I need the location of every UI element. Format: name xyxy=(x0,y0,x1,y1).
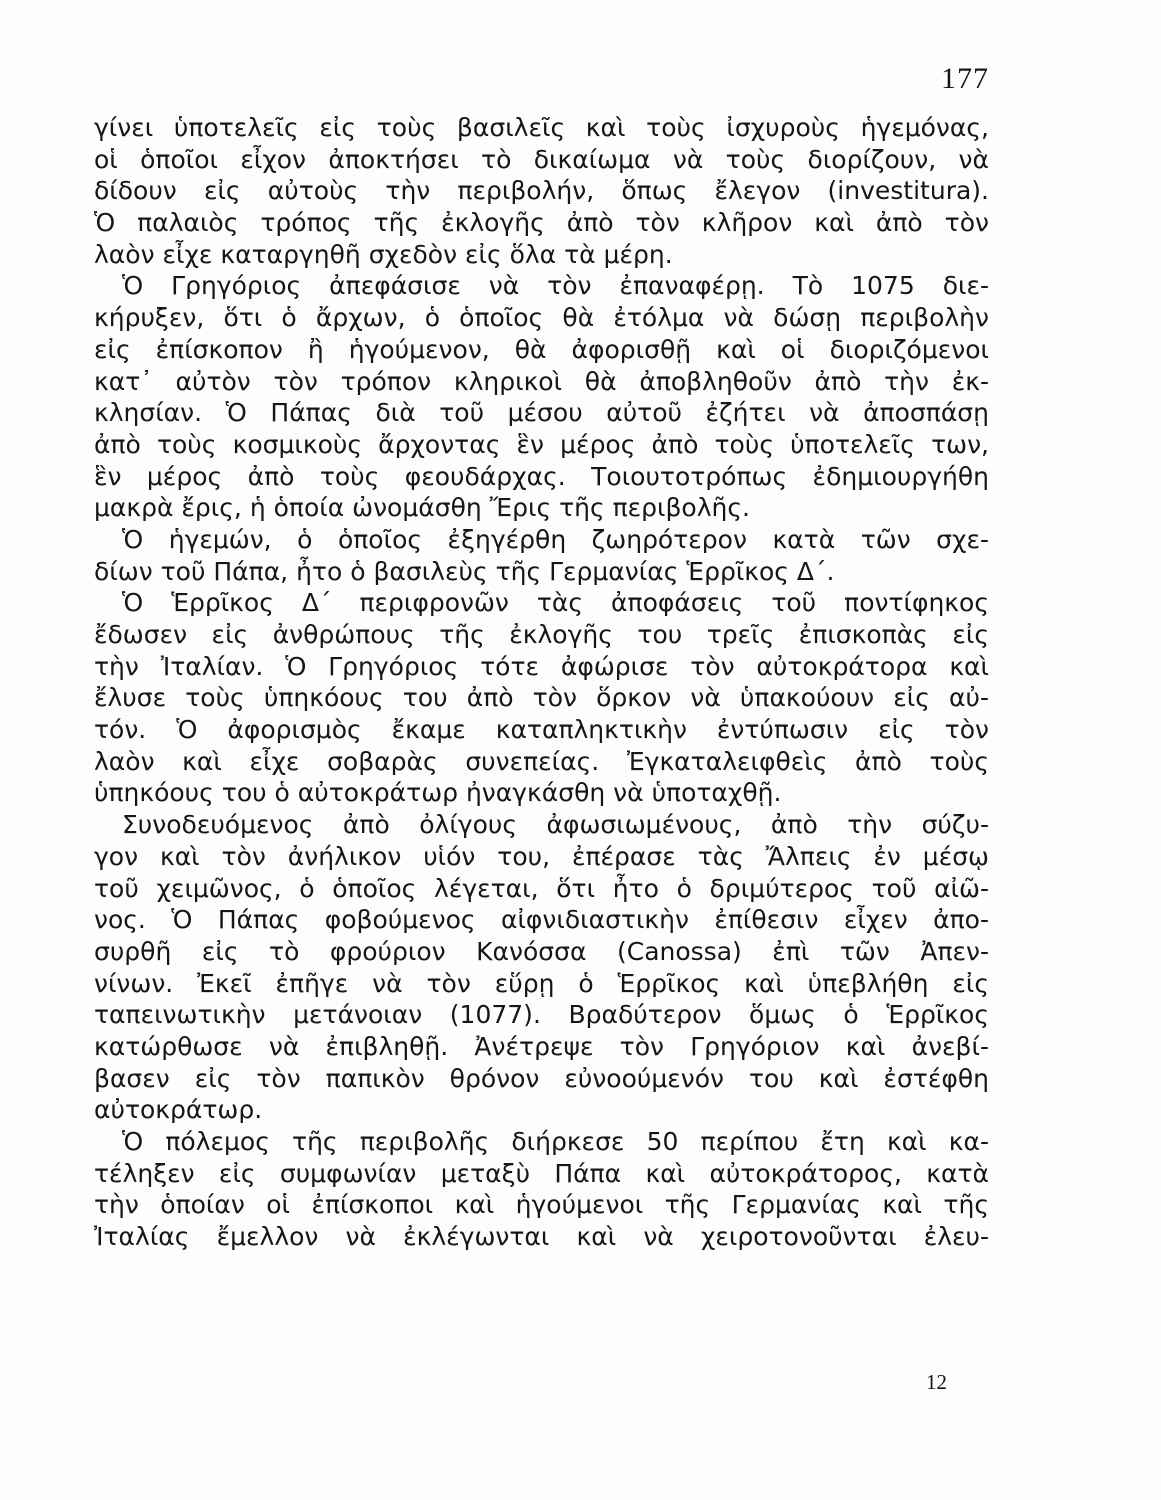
text-line: βασεν εἰς τὸν παπικὸν θρόνον εὐνοούμενόν του καὶ ἐστέφθη xyxy=(94,1063,989,1093)
text-line: δίδουν εἰς αὐτοὺς τὴν περιβολήν, ὅπως ἔλεγον (investitura). xyxy=(94,176,989,206)
text-line: μακρὰ ἔρις, ἡ ὁποία ὠνομάσθη Ἔρις τῆς περιβολῆς. xyxy=(94,493,750,523)
text-line: Συνοδευόμενος ἀπὸ ὀλίγους ἀφωσιωμένους, ἀπὸ τὴν σύζυ- xyxy=(122,810,989,840)
text-line: Ὁ ἡγεμών, ὁ ὁποῖος ἐξηγέρθη ζωηρότερον κατὰ τῶν σχε- xyxy=(122,524,989,554)
text-line: γίνει ὑποτελεῖς εἰς τοὺς βασιλεῖς καὶ τοὺς ἰσχυροὺς ἡγεμόνας, xyxy=(94,113,989,142)
text-line: Ὁ Ἑρρῖκος Δ΄ περιφρονῶν τὰς ἀποφάσεις τοῦ ποντίφηκος xyxy=(122,588,989,618)
text-line: νίνων. Ἐκεῖ ἐπῆγε νὰ τὸν εὕρῃ ὁ Ἑρρῖκος καὶ ὑπεβλήθη εἰς xyxy=(94,968,989,998)
text-line: ἔδωσεν εἰς ἀνθρώπους τῆς ἐκλογῆς του τρεῖς ἐπισκοπὰς εἰς xyxy=(94,620,989,649)
text-line: Ἰταλίας ἔμελλον νὰ ἐκλέγωνται καὶ νὰ χειροτονοῦνται ἐλευ- xyxy=(94,1222,989,1252)
text-line: λαὸν εἶχε καταργηθῆ σχεδὸν εἰς ὅλα τὰ μέρη. xyxy=(94,239,673,269)
text-line: λαὸν καὶ εἶχε σοβαρὰς συνεπείας. Ἐγκαταλειφθεὶς ἀπὸ τοὺς xyxy=(94,746,989,776)
text-line: συρθῆ εἰς τὸ φρούριον Κανόσσα (Canossa) ἐπὶ τῶν Ἀπεν- xyxy=(94,936,989,966)
text-line: ὑπηκόους του ὁ αὐτοκράτωρ ἠναγκάσθη νὰ ὑποταχθῇ. xyxy=(94,778,782,808)
text-line: κλησίαν. Ὁ Πάπας διὰ τοῦ μέσου αὐτοῦ ἐζήτει νὰ ἀποσπάσῃ xyxy=(94,398,989,428)
page-number: 177 xyxy=(941,62,989,95)
text-line: τὴν Ἰταλίαν. Ὁ Γρηγόριος τότε ἀφώρισε τὸν αὐτοκράτορα καὶ xyxy=(94,651,989,681)
text-line: Ὁ παλαιὸς τρόπος τῆς ἐκλογῆς ἀπὸ τὸν κλῆρον καὶ ἀπὸ τὸν xyxy=(94,208,989,238)
text-line: ταπεινωτικὴν μετάνοιαν (1077). Βραδύτερον ὅμως ὁ Ἑρρῖκος xyxy=(94,1000,989,1030)
signature-mark: 12 xyxy=(926,1370,947,1394)
text-line: εἰς ἐπίσκοπον ἢ ἡγούμενον, θὰ ἀφορισθῇ καὶ οἱ διοριζόμενοι xyxy=(94,334,989,364)
text-line: τόν. Ὁ ἀφορισμὸς ἔκαμε καταπληκτικὴν ἐντύπωσιν εἰς τὸν xyxy=(94,715,989,745)
text-line: δίων τοῦ Πάπα, ἦτο ὁ βασιλεὺς τῆς Γερμανίας Ἑρρῖκος Δ΄. xyxy=(94,556,835,586)
text-line: κατώρθωσε νὰ ἐπιβληθῇ. Ἀνέτρεψε τὸν Γρηγόριον καὶ ἀνεβί- xyxy=(94,1031,989,1061)
text-line: Ὁ Γρηγόριος ἀπεφάσισε νὰ τὸν ἐπαναφέρῃ. Τὸ 1075 διε- xyxy=(122,271,989,301)
text-line: οἱ ὁποῖοι εἶχον ἀποκτήσει τὸ δικαίωμα νὰ τοὺς διορίζουν, νὰ xyxy=(94,144,989,174)
text-line: κήρυξεν, ὅτι ὁ ἄρχων, ὁ ὁποῖος θὰ ἐτόλμα νὰ δώσῃ περιβολὴν xyxy=(94,303,989,333)
text-line: τέληξεν εἰς συμφωνίαν μεταξὺ Πάπα καὶ αὐτοκράτορος, κατὰ xyxy=(94,1158,989,1188)
text-line: ἀπὸ τοὺς κοσμικοὺς ἄρχοντας ἓν μέρος ἀπὸ τοὺς ὑποτελεῖς των, xyxy=(94,429,989,459)
text-line: κατ᾽ αὐτὸν τὸν τρόπον κληρικοὶ θὰ ἀποβληθοῦν ἀπὸ τὴν ἐκ- xyxy=(94,366,989,396)
text-line: αὐτοκράτωρ. xyxy=(94,1095,263,1125)
text-line: γον καὶ τὸν ἀνήλικον υἱόν του, ἐπέρασε τὰς Ἄλπεις ἐν μέσῳ xyxy=(94,841,989,871)
text-line: ἓν μέρος ἀπὸ τοὺς φεουδάρχας. Τοιουτοτρόπως ἐδημιουργήθη xyxy=(94,461,989,491)
text-line: τοῦ χειμῶνος, ὁ ὁποῖος λέγεται, ὅτι ἦτο ὁ δριμύτερος τοῦ αἰῶ- xyxy=(94,873,989,903)
body-text xyxy=(94,112,989,1253)
text-line: ἔλυσε τοὺς ὑπηκόους του ἀπὸ τὸν ὅρκον νὰ ὑπακούουν εἰς αὐ- xyxy=(94,683,989,713)
text-line: τὴν ὁποίαν οἱ ἐπίσκοποι καὶ ἡγούμενοι τῆς Γερμανίας καὶ τῆς xyxy=(94,1190,989,1220)
text-line: Ὁ πόλεμος τῆς περιβολῆς διήρκεσε 50 περίπου ἔτη καὶ κα- xyxy=(122,1127,989,1156)
text-line: νος. Ὁ Πάπας φοβούμενος αἰφνιδιαστικὴν ἐπίθεσιν εἶχεν ἀπο- xyxy=(94,905,989,935)
